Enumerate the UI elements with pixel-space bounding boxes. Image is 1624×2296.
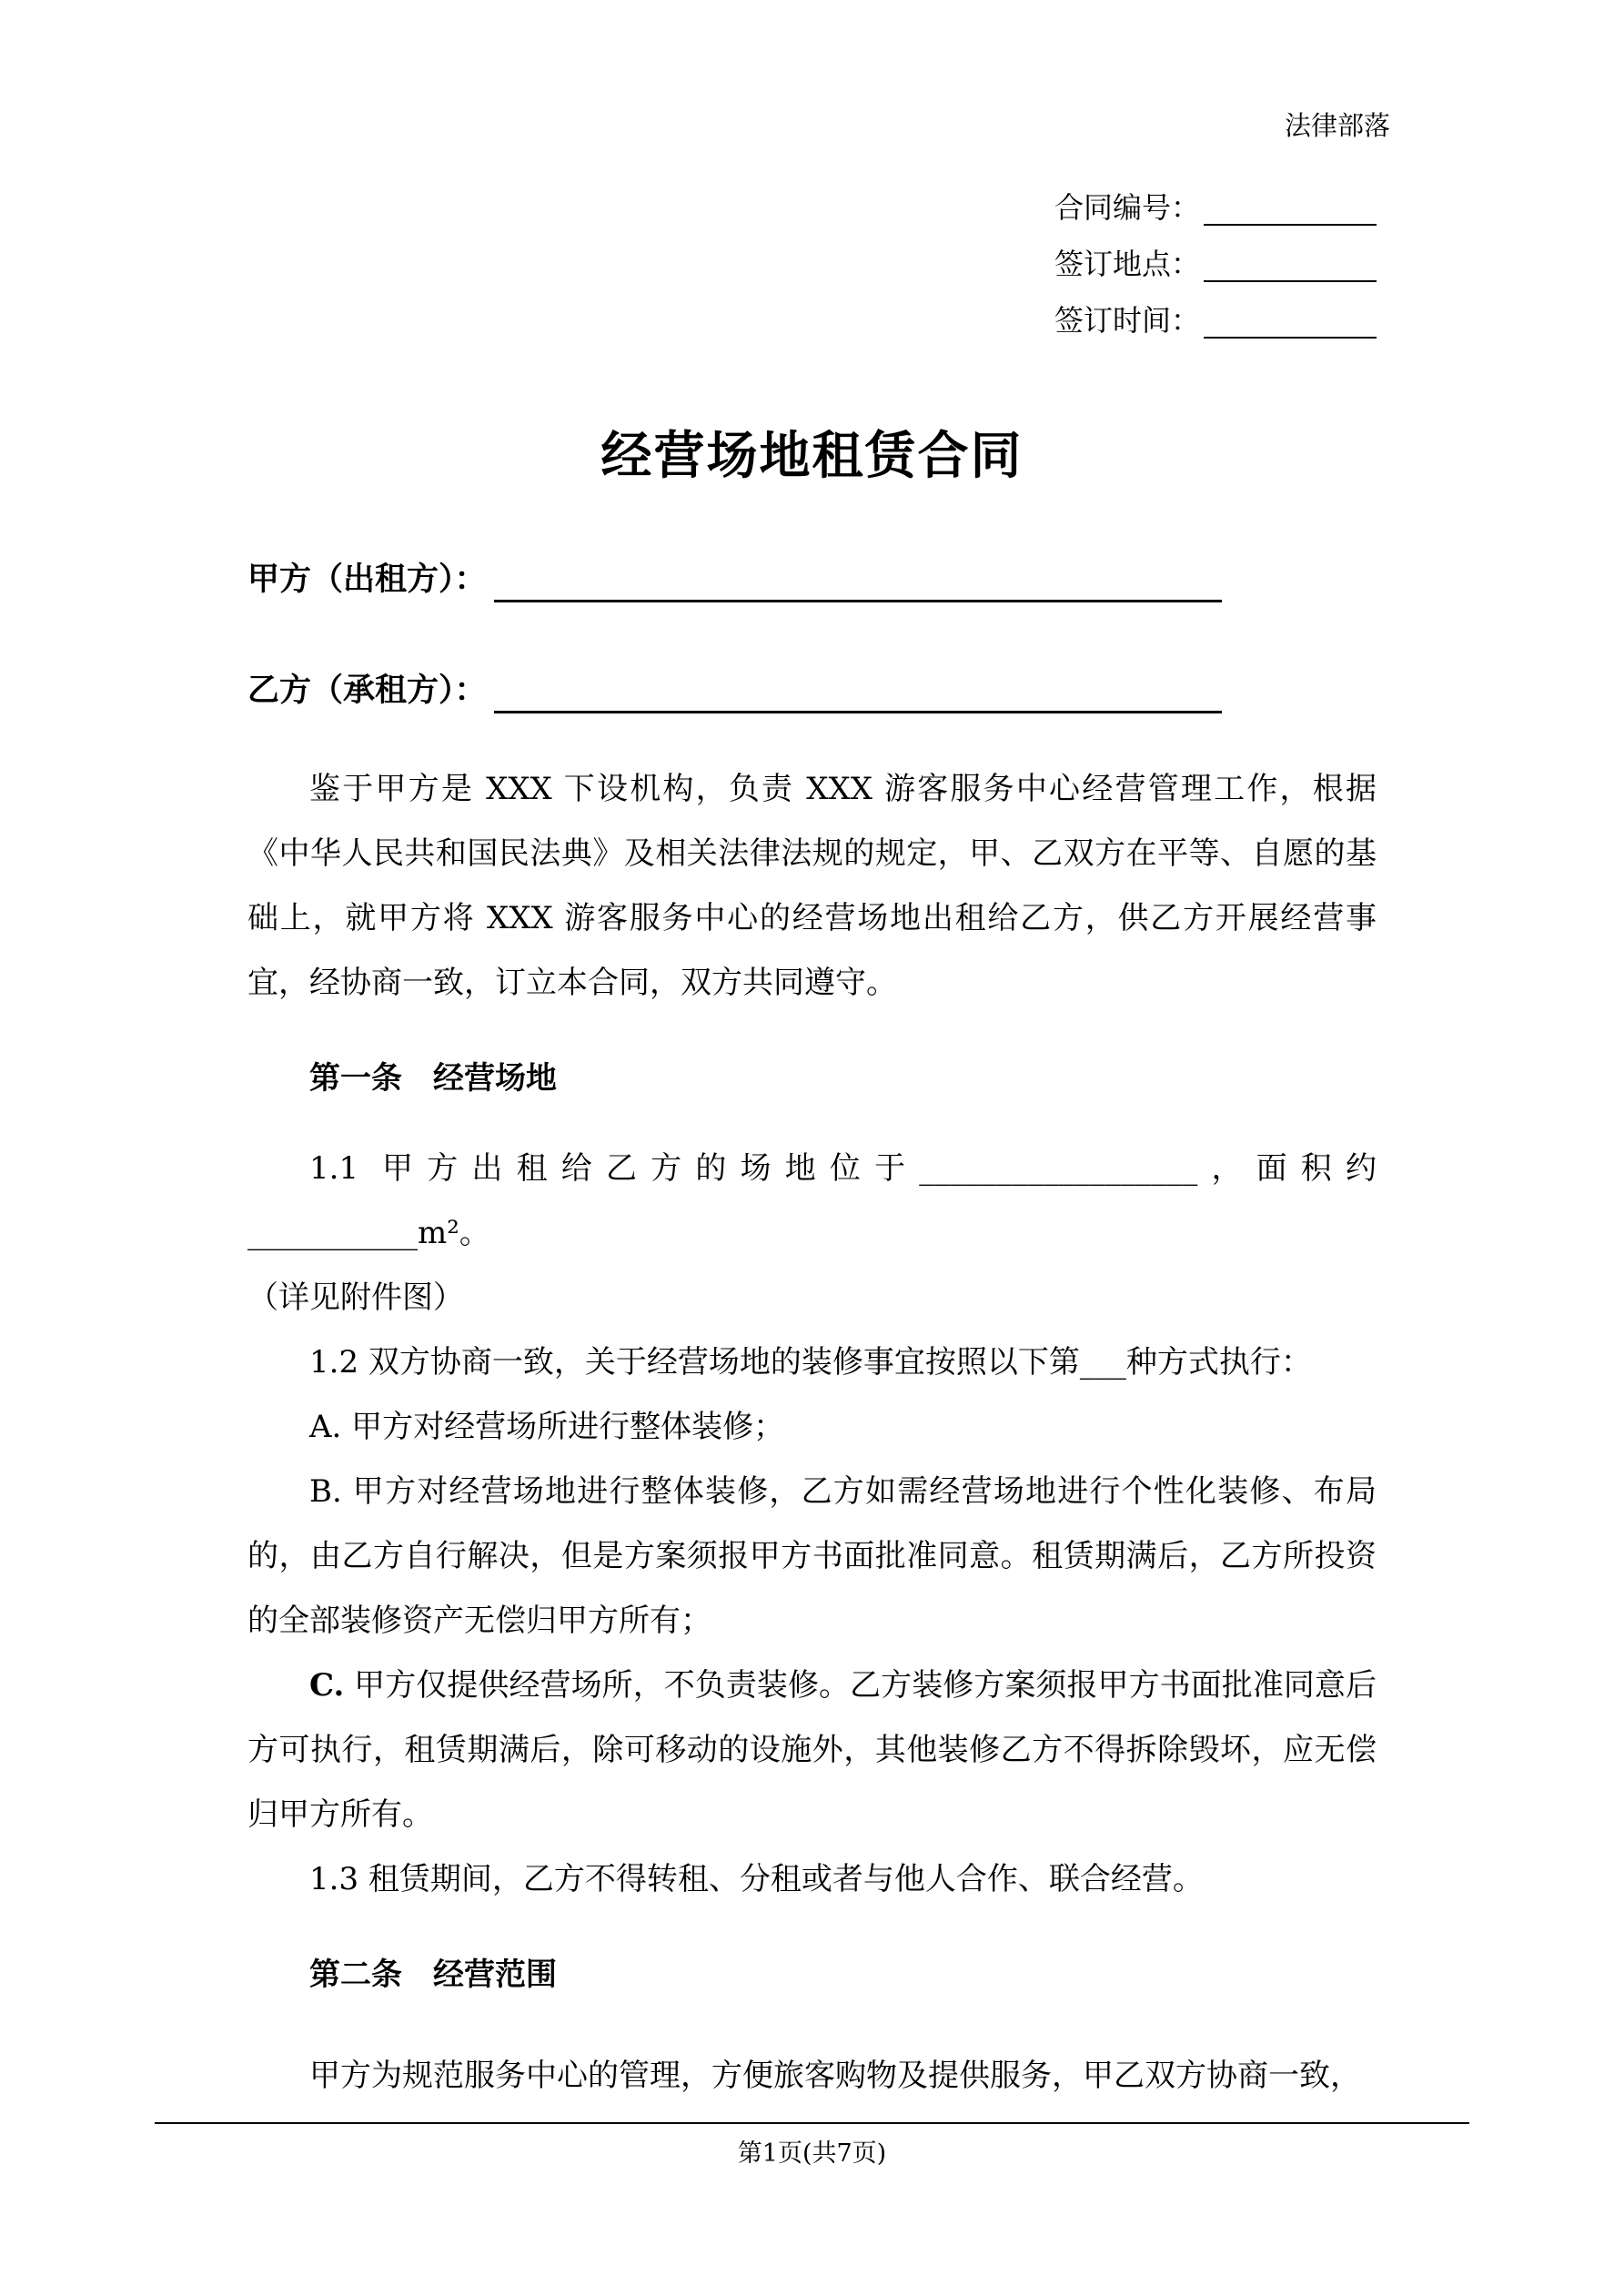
contract-meta: [247, 189, 1377, 339]
sign-time-label: 签订时间：: [1054, 303, 1200, 338]
party-b-row: [247, 668, 1377, 713]
option-c-text: 甲方仅提供经营场所，不负责装修。乙方装修方案须报甲方书面批准同意后方可执行，租赁期满后，除可移动的设施外，其他装修乙方不得拆除毁坏，应无偿归甲方所有。: [247, 1667, 1377, 1833]
sign-time-row: [1054, 302, 1377, 339]
article-2-heading: 第二条 经营范围: [309, 1957, 557, 1993]
option-c: [247, 1654, 1377, 1847]
clause-1-1: 1.1 甲方出租给乙方的场地位于__________________，面积约___________m²。: [247, 1150, 1377, 1251]
clause-1-3: 1.3 租赁期间，乙方不得转租、分租或者与他人合作、联合经营。: [309, 1861, 1204, 1897]
party-a-blank: [494, 564, 1222, 602]
option-c-marker: C.: [309, 1667, 345, 1704]
contract-no-row: [1054, 189, 1377, 226]
brand-watermark: 法律部落: [1284, 110, 1390, 141]
sign-place-label: 签订地点：: [1054, 247, 1200, 281]
clause-1-1-note: （详见附件图）: [247, 1279, 464, 1316]
party-a-label: 甲方（出租方）：: [247, 561, 487, 598]
sign-time-blank: [1204, 304, 1377, 339]
option-b: B. 甲方对经营场地进行整体装修，乙方如需经营场地进行个性化装修、布局的，由乙方自行解决，但是方案须报甲方书面批准同意。租赁期满后，乙方所投资的全部装修资产无偿归甲方所有；: [247, 1473, 1377, 1639]
sign-place-row: [1054, 246, 1377, 282]
party-a-row: [247, 557, 1377, 602]
party-b-blank: [494, 675, 1222, 713]
document-title: 经营场地租赁合同: [600, 426, 1024, 486]
contract-no-blank: [1204, 191, 1377, 226]
page-number: 第1页(共7页): [737, 2139, 887, 2168]
contract-no-label: 合同编号：: [1054, 190, 1200, 225]
footer-divider: [155, 2122, 1469, 2124]
clause-1-2: 1.2 双方协商一致，关于经营场地的装修事宜按照以下第___种方式执行：: [309, 1344, 1312, 1381]
sign-place-blank: [1204, 248, 1377, 282]
article-1-heading: 第一条 经营场地: [309, 1060, 557, 1097]
contract-body: [247, 757, 1377, 2109]
option-a: A. 甲方对经营场所进行整体装修；: [309, 1409, 785, 1445]
party-b-label: 乙方（承租方）：: [247, 672, 487, 709]
article-2-intro: 甲方为规范服务中心的管理，方便旅客购物及提供服务，甲乙双方协商一致，: [309, 2058, 1361, 2094]
preamble-paragraph: 鉴于甲方是 XXX 下设机构，负责 XXX 游客服务中心经营管理工作，根据《中华人民共和国民法典》及相关法律法规的规定，甲、乙双方在平等、自愿的基础上，就甲方将 XXX 游客服务中心的经营场地出租给乙方，供乙方开展经营事宜，经协商一致，订立本合同，双方共同遵守。: [247, 771, 1377, 1001]
